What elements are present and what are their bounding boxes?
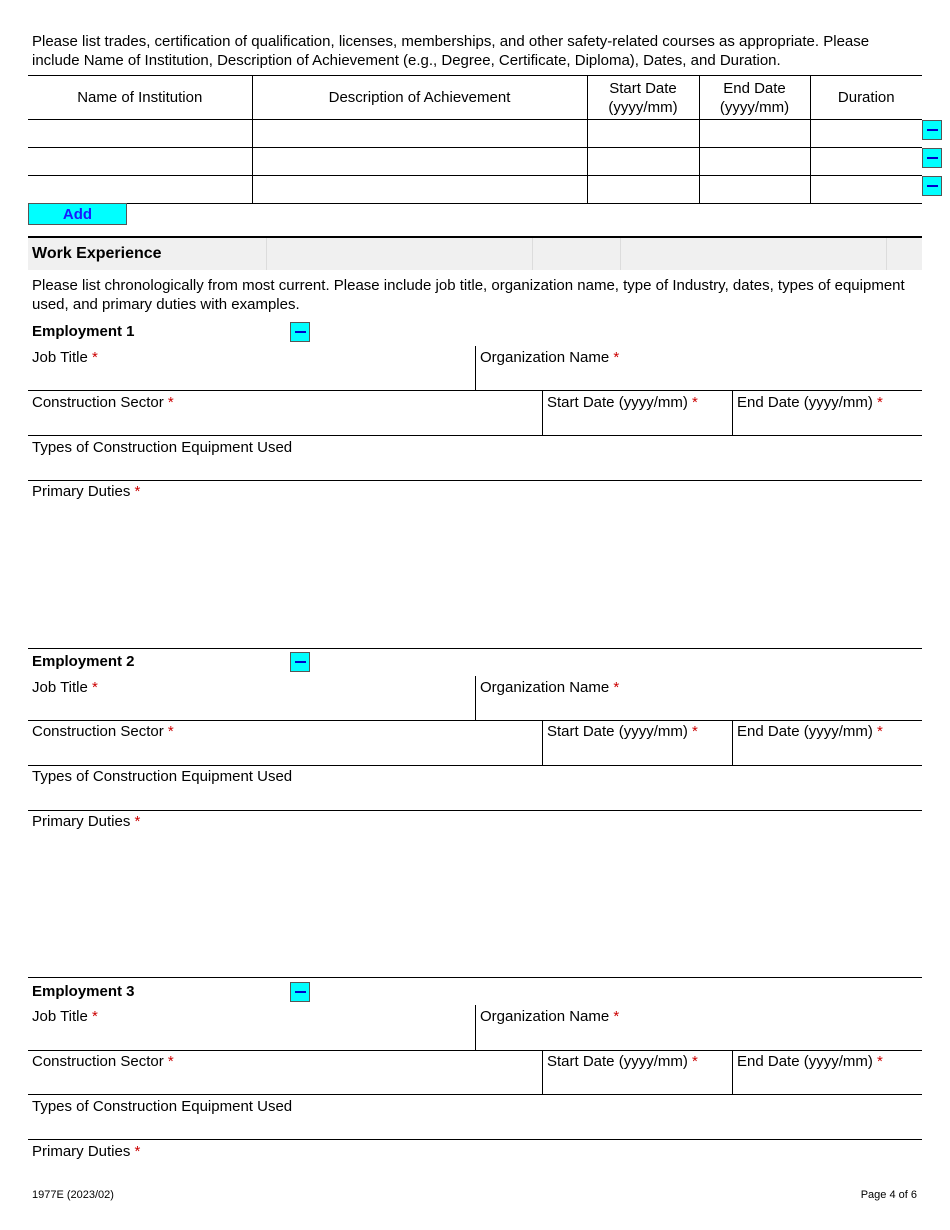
- cell-duration[interactable]: [810, 176, 922, 204]
- job-title-label: Job Title *: [32, 1008, 98, 1025]
- col-header-end-date: End Date (yyyy/mm): [699, 76, 810, 120]
- organization-name-label: Organization Name *: [480, 1008, 620, 1025]
- cell-institution[interactable]: [28, 148, 252, 176]
- cell-institution[interactable]: [28, 120, 252, 148]
- construction-sector-label: Construction Sector *: [32, 1053, 174, 1070]
- start-date-label: Start Date (yyyy/mm) *: [547, 723, 698, 740]
- table-row: [28, 148, 922, 176]
- employment-title: Employment 2: [32, 653, 135, 670]
- section-divider: [886, 238, 887, 270]
- section-divider: [266, 238, 267, 270]
- employment-title: Employment 3: [32, 983, 135, 1000]
- primary-duties-label: Primary Duties *: [32, 483, 141, 500]
- minus-icon: [927, 129, 938, 131]
- cell-institution[interactable]: [28, 176, 252, 204]
- minus-icon: [927, 185, 938, 187]
- remove-employment-3-button[interactable]: [290, 982, 310, 1002]
- minus-icon: [295, 331, 306, 333]
- construction-sector-label: Construction Sector *: [32, 394, 174, 411]
- job-title-label: Job Title *: [32, 349, 98, 366]
- col-header-description: Description of Achievement: [252, 76, 587, 120]
- col-header-institution: Name of Institution: [28, 76, 252, 120]
- col-header-start-date: Start Date (yyyy/mm): [587, 76, 699, 120]
- equipment-label: Types of Construction Equipment Used: [32, 768, 293, 785]
- page-number: Page 4 of 6: [860, 1189, 917, 1201]
- end-date-label: End Date (yyyy/mm) *: [737, 394, 883, 411]
- minus-icon: [295, 991, 306, 993]
- cell-description[interactable]: [252, 176, 587, 204]
- primary-duties-label: Primary Duties *: [32, 813, 141, 830]
- cell-description[interactable]: [252, 120, 587, 148]
- section-divider: [620, 238, 621, 270]
- remove-employment-1-button[interactable]: [290, 322, 310, 342]
- employment-title: Employment 1: [32, 323, 135, 340]
- table-row: [28, 120, 922, 148]
- section-divider: [532, 238, 533, 270]
- cell-end-date[interactable]: [699, 148, 810, 176]
- cell-start-date[interactable]: [587, 148, 699, 176]
- form-number: 1977E (2023/02): [32, 1189, 114, 1201]
- equipment-label: Types of Construction Equipment Used: [32, 439, 293, 456]
- remove-row-3-button[interactable]: [922, 176, 942, 196]
- organization-name-label: Organization Name *: [480, 349, 620, 366]
- add-row-button[interactable]: Add: [28, 203, 127, 225]
- intro-text: Please list trades, certification of qualification, licenses, memberships, and other safety-related courses as appropriate. Please include Name of Institution, Description of Achievement (e.g., Degree, Certificate, Diploma), Dates, and Duration.: [32, 33, 870, 69]
- job-title-label: Job Title *: [32, 679, 98, 696]
- section-title: Work Experience: [32, 245, 162, 262]
- start-date-label: Start Date (yyyy/mm) *: [547, 394, 698, 411]
- cell-end-date[interactable]: [699, 176, 810, 204]
- table-row: [28, 176, 922, 204]
- primary-duties-label: Primary Duties *: [32, 1143, 141, 1160]
- equipment-label: Types of Construction Equipment Used: [32, 1098, 293, 1115]
- cell-start-date[interactable]: [587, 176, 699, 204]
- end-date-label: End Date (yyyy/mm) *: [737, 723, 883, 740]
- start-date-label: Start Date (yyyy/mm) *: [547, 1053, 698, 1070]
- end-date-label: End Date (yyyy/mm) *: [737, 1053, 883, 1070]
- cell-description[interactable]: [252, 148, 587, 176]
- remove-row-1-button[interactable]: [922, 120, 942, 140]
- minus-icon: [295, 661, 306, 663]
- section-header: [28, 236, 922, 270]
- construction-sector-label: Construction Sector *: [32, 723, 174, 740]
- col-header-duration: Duration: [810, 76, 922, 120]
- remove-row-2-button[interactable]: [922, 148, 942, 168]
- qualifications-table: [28, 75, 922, 204]
- cell-duration[interactable]: [810, 120, 922, 148]
- work-experience-description: Please list chronologically from most current. Please include job title, organization name, type of Industry, dates, types of equipment used, and primary duties with examples.: [32, 277, 905, 313]
- organization-name-label: Organization Name *: [480, 679, 620, 696]
- cell-end-date[interactable]: [699, 120, 810, 148]
- cell-start-date[interactable]: [587, 120, 699, 148]
- remove-employment-2-button[interactable]: [290, 652, 310, 672]
- minus-icon: [927, 157, 938, 159]
- cell-duration[interactable]: [810, 148, 922, 176]
